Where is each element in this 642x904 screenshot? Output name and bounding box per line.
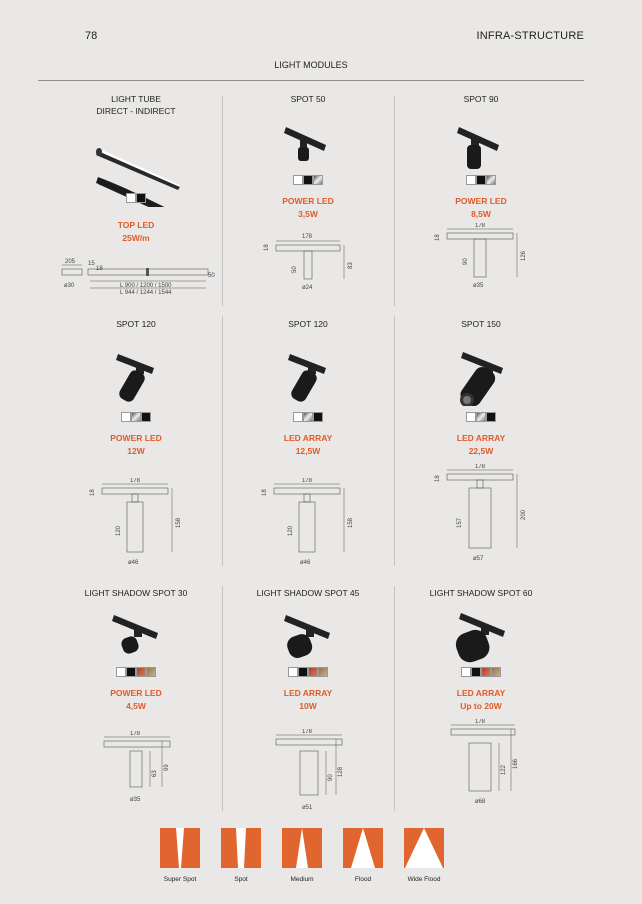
finish-swatches bbox=[395, 412, 567, 423]
spot-50-dimension-drawing bbox=[222, 227, 394, 297]
product-light-tube bbox=[50, 93, 222, 245]
finish-swatches bbox=[50, 193, 222, 204]
product-spot-120-led-array bbox=[222, 318, 394, 568]
finish-white-swatch bbox=[293, 412, 303, 422]
light-tube-dimension-drawing bbox=[58, 255, 218, 295]
spec-power: 10W bbox=[299, 701, 317, 711]
beam-flood-icon bbox=[343, 828, 383, 868]
spec-power: 12W bbox=[127, 446, 145, 456]
spec-type: LED ARRAY bbox=[283, 688, 333, 698]
dim-diameter: ø46 bbox=[300, 560, 311, 566]
light-shadow-spot-60-dimension-drawing bbox=[395, 719, 567, 809]
dim-total: 200 bbox=[521, 509, 527, 520]
beam-label: Spot bbox=[234, 876, 248, 883]
chapter-title: INFRA-STRUCTURE bbox=[476, 30, 584, 42]
dim-height: 90 bbox=[463, 258, 469, 265]
finish-gold-swatch bbox=[318, 667, 328, 677]
finish-white-swatch bbox=[461, 667, 471, 677]
product-name: SPOT 50 bbox=[290, 94, 326, 104]
spec-type: POWER LED bbox=[110, 688, 162, 698]
beam-label: Medium bbox=[290, 876, 314, 883]
light-shadow-spot-45-dimension-drawing bbox=[222, 729, 394, 815]
spot-50-image bbox=[222, 105, 394, 175]
page-number: 78 bbox=[85, 30, 98, 42]
beam-flood bbox=[343, 828, 383, 883]
finish-black-swatch bbox=[141, 412, 151, 422]
finish-white-swatch bbox=[293, 175, 303, 185]
dim-width: 178 bbox=[475, 719, 486, 725]
beam-label: Wide Flood bbox=[407, 876, 441, 883]
product-name: SPOT 120 bbox=[116, 319, 156, 329]
dim-diameter: ø68 bbox=[475, 799, 486, 805]
finish-copper-swatch bbox=[308, 667, 318, 677]
dim-height: 120 bbox=[116, 525, 122, 536]
dim-b: 15 bbox=[88, 261, 95, 267]
dim-diameter: ø46 bbox=[128, 560, 139, 566]
finish-black-swatch bbox=[126, 667, 136, 677]
finish-chrome-swatch bbox=[131, 412, 141, 422]
finish-white-swatch bbox=[288, 667, 298, 677]
dim-track: 18 bbox=[262, 489, 268, 496]
dim-total: 83 bbox=[348, 262, 354, 269]
dim-width: 178 bbox=[302, 478, 313, 484]
spec-power: 8,5W bbox=[471, 209, 491, 219]
finish-black-swatch bbox=[486, 412, 496, 422]
dim-total: 166 bbox=[513, 758, 519, 769]
product-name: SPOT 150 bbox=[461, 319, 501, 329]
spot-150-dimension-drawing bbox=[395, 464, 567, 568]
dim-height: 50 bbox=[292, 266, 298, 273]
finish-chrome-swatch bbox=[486, 175, 496, 185]
finish-swatches bbox=[222, 175, 394, 186]
dim-height: 157 bbox=[457, 517, 463, 528]
product-subname: DIRECT - INDIRECT bbox=[96, 106, 176, 116]
beam-medium bbox=[282, 828, 322, 883]
beam-super-spot-icon bbox=[160, 828, 200, 868]
finish-gold-swatch bbox=[146, 667, 156, 677]
beam-super-spot bbox=[160, 828, 200, 883]
product-light-shadow-spot-30 bbox=[50, 587, 222, 807]
dim-diameter: ø35 bbox=[473, 283, 484, 289]
dim-c: 18 bbox=[96, 266, 103, 272]
spot-90-image bbox=[395, 105, 567, 175]
spot-120-dimension-drawing bbox=[50, 478, 222, 568]
finish-gold-swatch bbox=[491, 667, 501, 677]
spec-type: TOP LED bbox=[117, 220, 155, 230]
finish-chrome-swatch bbox=[313, 175, 323, 185]
beam-label: Flood bbox=[354, 876, 372, 883]
finish-copper-swatch bbox=[136, 667, 146, 677]
product-name: SPOT 120 bbox=[288, 319, 328, 329]
dim-total: 126 bbox=[521, 250, 527, 261]
finish-black-swatch bbox=[303, 175, 313, 185]
finish-white-swatch bbox=[466, 412, 476, 422]
finish-swatches bbox=[222, 412, 394, 423]
dim-width: 178 bbox=[130, 478, 141, 484]
dim-height: 122 bbox=[501, 764, 507, 775]
product-spot-50 bbox=[222, 93, 394, 297]
spec-power: 22,5W bbox=[468, 446, 494, 456]
dim-diameter: ø57 bbox=[473, 556, 484, 562]
product-light-shadow-spot-60 bbox=[395, 587, 567, 809]
product-spot-90 bbox=[395, 93, 567, 293]
dim-diameter: ø24 bbox=[302, 285, 313, 291]
dim-len1: L 900 / 1200 / 1500 bbox=[120, 283, 172, 289]
dim-width: 178 bbox=[130, 731, 141, 737]
dim-height: 120 bbox=[288, 525, 294, 536]
finish-swatches bbox=[50, 667, 222, 678]
spec-power: Up to 20W bbox=[460, 701, 502, 711]
dim-d: 50 bbox=[208, 273, 215, 279]
finish-white-swatch bbox=[126, 193, 136, 203]
product-spot-150 bbox=[395, 318, 567, 568]
spec-type: POWER LED bbox=[110, 433, 162, 443]
finish-black-swatch bbox=[476, 175, 486, 185]
dim-width: 178 bbox=[302, 234, 313, 240]
finish-white-swatch bbox=[466, 175, 476, 185]
product-spot-120-power-led bbox=[50, 318, 222, 568]
finish-black-swatch bbox=[298, 667, 308, 677]
beam-spot bbox=[221, 828, 261, 883]
product-name: LIGHT TUBE bbox=[111, 94, 161, 104]
spec-type: LED ARRAY bbox=[456, 433, 506, 443]
beam-label: Super Spot bbox=[163, 876, 197, 883]
finish-black-swatch bbox=[313, 412, 323, 422]
dim-track: 18 bbox=[264, 244, 270, 251]
spot-150-image bbox=[395, 330, 567, 406]
light-shadow-spot-30-dimension-drawing bbox=[50, 731, 222, 807]
dim-total: 158 bbox=[348, 517, 354, 528]
dim-total: 99 bbox=[164, 764, 170, 771]
spec-type: LED ARRAY bbox=[456, 688, 506, 698]
spot-120-image bbox=[50, 330, 222, 406]
dim-total: 158 bbox=[176, 517, 182, 528]
spot-90-dimension-drawing bbox=[395, 223, 567, 293]
finish-swatches bbox=[222, 667, 394, 678]
dim-diameter: ø51 bbox=[302, 805, 313, 811]
product-name: LIGHT SHADOW SPOT 60 bbox=[429, 588, 533, 598]
section-title: LIGHT MODULES bbox=[274, 60, 348, 70]
dim-width: 178 bbox=[302, 729, 313, 735]
spec-type: POWER LED bbox=[282, 196, 334, 206]
spec-power: 12,5W bbox=[295, 446, 321, 456]
dim-track: 18 bbox=[90, 489, 96, 496]
finish-white-swatch bbox=[121, 412, 131, 422]
light-shadow-spot-45-image bbox=[222, 599, 394, 663]
finish-copper-swatch bbox=[481, 667, 491, 677]
product-name: SPOT 90 bbox=[463, 94, 499, 104]
dim-width: 178 bbox=[475, 464, 486, 470]
dim-total: 128 bbox=[338, 766, 344, 777]
spec-type: LED ARRAY bbox=[283, 433, 333, 443]
light-shadow-spot-30-image bbox=[50, 599, 222, 663]
finish-swatches bbox=[395, 667, 567, 678]
beam-spot-icon bbox=[221, 828, 261, 868]
spec-power: 25W/m bbox=[122, 233, 150, 243]
product-name: LIGHT SHADOW SPOT 45 bbox=[256, 588, 360, 598]
dim-track: 18 bbox=[435, 234, 441, 241]
product-light-shadow-spot-45 bbox=[222, 587, 394, 815]
spec-power: 3,5W bbox=[298, 209, 318, 219]
finish-swatches bbox=[50, 412, 222, 423]
spec-power: 4,5W bbox=[126, 701, 146, 711]
dim-track: 18 bbox=[435, 475, 441, 482]
product-name: LIGHT SHADOW SPOT 30 bbox=[84, 588, 188, 598]
header-rule bbox=[38, 80, 584, 81]
dim-e: ø30 bbox=[64, 283, 75, 289]
spot-120-image bbox=[222, 330, 394, 406]
beam-wide-flood-icon bbox=[404, 828, 444, 868]
finish-white-swatch bbox=[116, 667, 126, 677]
dim-diameter: ø35 bbox=[130, 797, 141, 803]
beam-wide-flood bbox=[404, 828, 444, 883]
spot-120-dimension-drawing bbox=[222, 478, 394, 568]
dim-width: 178 bbox=[475, 223, 486, 229]
finish-chrome-swatch bbox=[476, 412, 486, 422]
dim-height: 90 bbox=[328, 774, 334, 781]
finish-chrome-swatch bbox=[303, 412, 313, 422]
dim-len2: L 944 / 1244 / 1544 bbox=[120, 290, 172, 295]
finish-black-swatch bbox=[471, 667, 481, 677]
beam-medium-icon bbox=[282, 828, 322, 868]
beam-angle-legend bbox=[160, 828, 444, 883]
dim-a: 205 bbox=[65, 259, 76, 265]
spec-type: POWER LED bbox=[455, 196, 507, 206]
light-shadow-spot-60-image bbox=[395, 599, 567, 663]
dim-height: 63 bbox=[152, 770, 158, 777]
finish-black-swatch bbox=[136, 193, 146, 203]
finish-swatches bbox=[395, 175, 567, 186]
